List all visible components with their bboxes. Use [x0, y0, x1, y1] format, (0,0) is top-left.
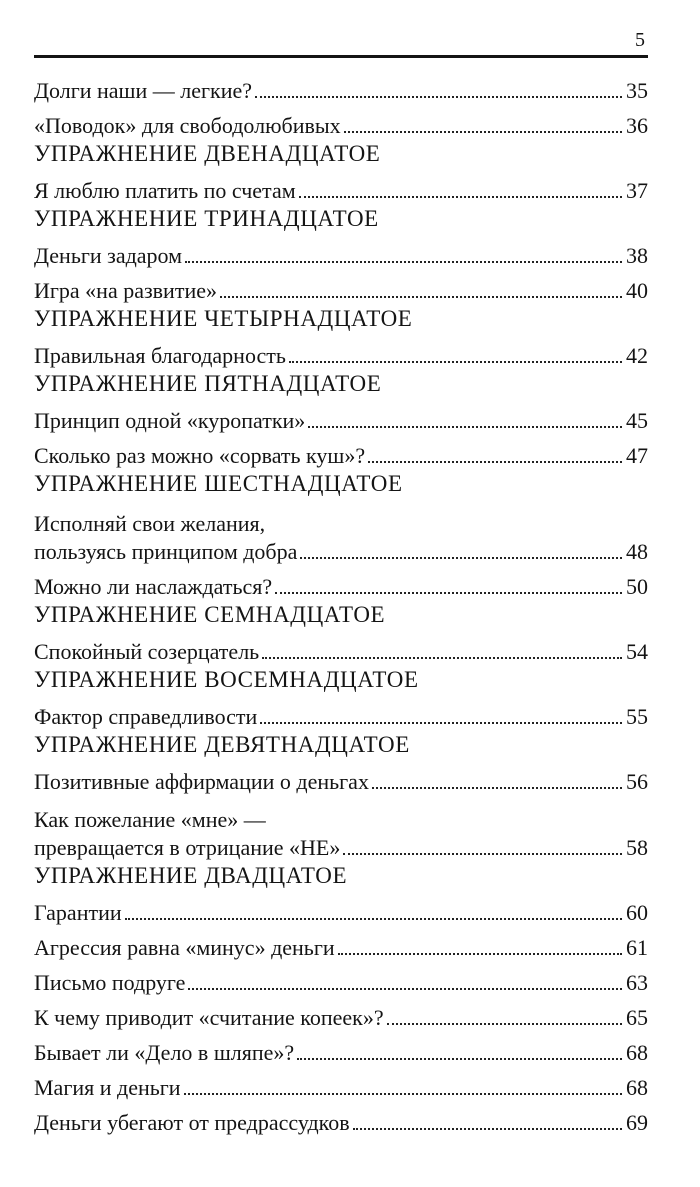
toc-entry [34, 566, 648, 601]
entry-title-line: Письмо подруге [34, 970, 186, 995]
entry-page-number: 47 [626, 443, 648, 468]
dot-leader [125, 918, 622, 920]
entry-title-line: пользуясь принципом добра [34, 539, 298, 564]
toc-entry [34, 892, 648, 927]
dot-leader [185, 261, 622, 263]
entry-title [34, 1004, 384, 1032]
entry-page-number: 48 [626, 539, 648, 564]
dot-leader [262, 657, 622, 659]
dot-leader [297, 1058, 622, 1060]
entry-page-number: 68 [626, 1040, 648, 1065]
section-heading: УПРАЖНЕНИЕ СЕМНАДЦАТОЕ [34, 602, 386, 627]
entry-page-number: 60 [626, 900, 648, 925]
entry-title [34, 573, 272, 601]
entry-title [34, 112, 341, 140]
section-heading: УПРАЖНЕНИЕ ДВАДЦАТОЕ [34, 863, 348, 888]
entry-title-line: Агрессия равна «минус» деньги [34, 935, 335, 960]
entry-page-number: 63 [626, 970, 648, 995]
dot-leader [368, 461, 622, 463]
toc-entry [34, 400, 648, 435]
entry-title [34, 510, 297, 566]
entry-page-number: 58 [626, 835, 648, 860]
entry-title-line: Можно ли наслаждаться? [34, 574, 273, 599]
entry-title [34, 703, 257, 731]
dot-leader [260, 722, 622, 724]
toc-entry [34, 270, 648, 305]
entry-title-line: Спокойный созерцатель [34, 639, 260, 664]
toc-entry [34, 335, 648, 370]
toc-entry [34, 500, 648, 566]
entry-title [34, 899, 122, 927]
dot-leader [220, 296, 622, 298]
entry-title [34, 969, 185, 997]
entry-title [34, 407, 305, 435]
section-heading: УПРАЖНЕНИЕ ТРИНАДЦАТОЕ [34, 206, 379, 231]
dot-leader [275, 592, 622, 594]
dot-leader [255, 96, 622, 98]
toc-entry [34, 70, 648, 105]
entry-title-line: Деньги задаром [34, 243, 183, 268]
section-heading: УПРАЖНЕНИЕ ВОСЕМНАДЦАТОЕ [34, 667, 419, 692]
entry-page-number: 42 [626, 343, 648, 368]
entry-page-number: 50 [626, 574, 648, 599]
toc-entry [34, 631, 648, 666]
entry-page-number: 68 [626, 1075, 648, 1100]
dot-leader [372, 787, 622, 789]
entry-page-number: 37 [626, 178, 648, 203]
entry-title [34, 638, 259, 666]
entry-title [34, 1074, 181, 1102]
entry-title [34, 1039, 294, 1067]
entry-title-line: превращается в отрицание «НЕ» [34, 835, 341, 860]
entry-title-line: Я люблю платить по счетам [34, 178, 296, 203]
entry-page-number: 45 [626, 408, 648, 433]
dot-leader [184, 1093, 622, 1095]
entry-title-line: Бывает ли «Дело в шляпе»? [34, 1040, 295, 1065]
entry-title-line: «Поводок» для свободолюбивых [34, 113, 341, 138]
entry-title [34, 806, 340, 862]
table-of-contents [34, 70, 648, 1137]
toc-entry [34, 1102, 648, 1137]
section-heading: УПРАЖНЕНИЕ ДЕВЯТНАДЦАТОЕ [34, 732, 410, 757]
entry-page-number: 35 [626, 78, 648, 103]
entry-title-line: Фактор справедливости [34, 704, 258, 729]
entry-title [34, 177, 296, 205]
page-number: 5 [635, 29, 645, 51]
entry-page-number: 56 [626, 769, 648, 794]
entry-title-line: Как пожелание «мне» — [34, 807, 266, 832]
entry-page-number: 36 [626, 113, 648, 138]
toc-entry [34, 761, 648, 796]
section-heading: УПРАЖНЕНИЕ ШЕСТНАДЦАТОЕ [34, 471, 403, 496]
section-heading: УПРАЖНЕНИЕ ПЯТНАДЦАТОЕ [34, 371, 382, 396]
entry-title [34, 77, 252, 105]
entry-page-number: 69 [626, 1110, 648, 1135]
toc-entry [34, 927, 648, 962]
dot-leader [299, 196, 622, 198]
entry-title-line: Игра «на развитие» [34, 278, 217, 303]
entry-title [34, 442, 365, 470]
entry-title-line: Магия и деньги [34, 1075, 181, 1100]
dot-leader [300, 557, 622, 559]
entry-title-line: Деньги убегают от предрассудков [34, 1110, 350, 1135]
section-heading: УПРАЖНЕНИЕ ЧЕТЫРНАДЦАТОЕ [34, 306, 413, 331]
toc-entry [34, 962, 648, 997]
entry-page-number: 40 [626, 278, 648, 303]
dot-leader [188, 988, 622, 990]
entry-title-line: Правильная благодарность [34, 343, 286, 368]
entry-page-number: 55 [626, 704, 648, 729]
entry-page-number: 65 [626, 1005, 648, 1030]
toc-entry [34, 696, 648, 731]
toc-entry [34, 796, 648, 862]
entry-title-line: Принцип одной «куропатки» [34, 408, 306, 433]
entry-title-line: К чему приводит «считание копеек»? [34, 1005, 384, 1030]
entry-title [34, 242, 182, 270]
dot-leader [338, 953, 622, 955]
toc-entry [34, 1067, 648, 1102]
entry-title-line: Гарантии [34, 900, 122, 925]
entry-title [34, 277, 217, 305]
entry-title [34, 934, 335, 962]
toc-entry [34, 1032, 648, 1067]
dot-leader [387, 1023, 622, 1025]
header-rule [34, 55, 648, 58]
toc-entry [34, 997, 648, 1032]
entry-page-number: 38 [626, 243, 648, 268]
entry-page-number: 61 [626, 935, 648, 960]
toc-entry [34, 105, 648, 140]
entry-page-number: 54 [626, 639, 648, 664]
toc-entry [34, 235, 648, 270]
entry-title-line: Исполняй свои желания, [34, 511, 266, 536]
entry-title [34, 342, 286, 370]
entry-title [34, 768, 369, 796]
toc-entry [34, 170, 648, 205]
entry-title-line: Позитивные аффирмации о деньгах [34, 769, 369, 794]
dot-leader [353, 1128, 622, 1130]
entry-title-line: Сколько раз можно «сорвать куш»? [34, 443, 366, 468]
dot-leader [343, 853, 622, 855]
dot-leader [308, 426, 622, 428]
entry-title [34, 1109, 350, 1137]
dot-leader [344, 131, 622, 133]
dot-leader [289, 361, 622, 363]
toc-entry [34, 435, 648, 470]
entry-title-line: Долги наши — легкие? [34, 78, 253, 103]
section-heading: УПРАЖНЕНИЕ ДВЕНАДЦАТОЕ [34, 141, 381, 166]
